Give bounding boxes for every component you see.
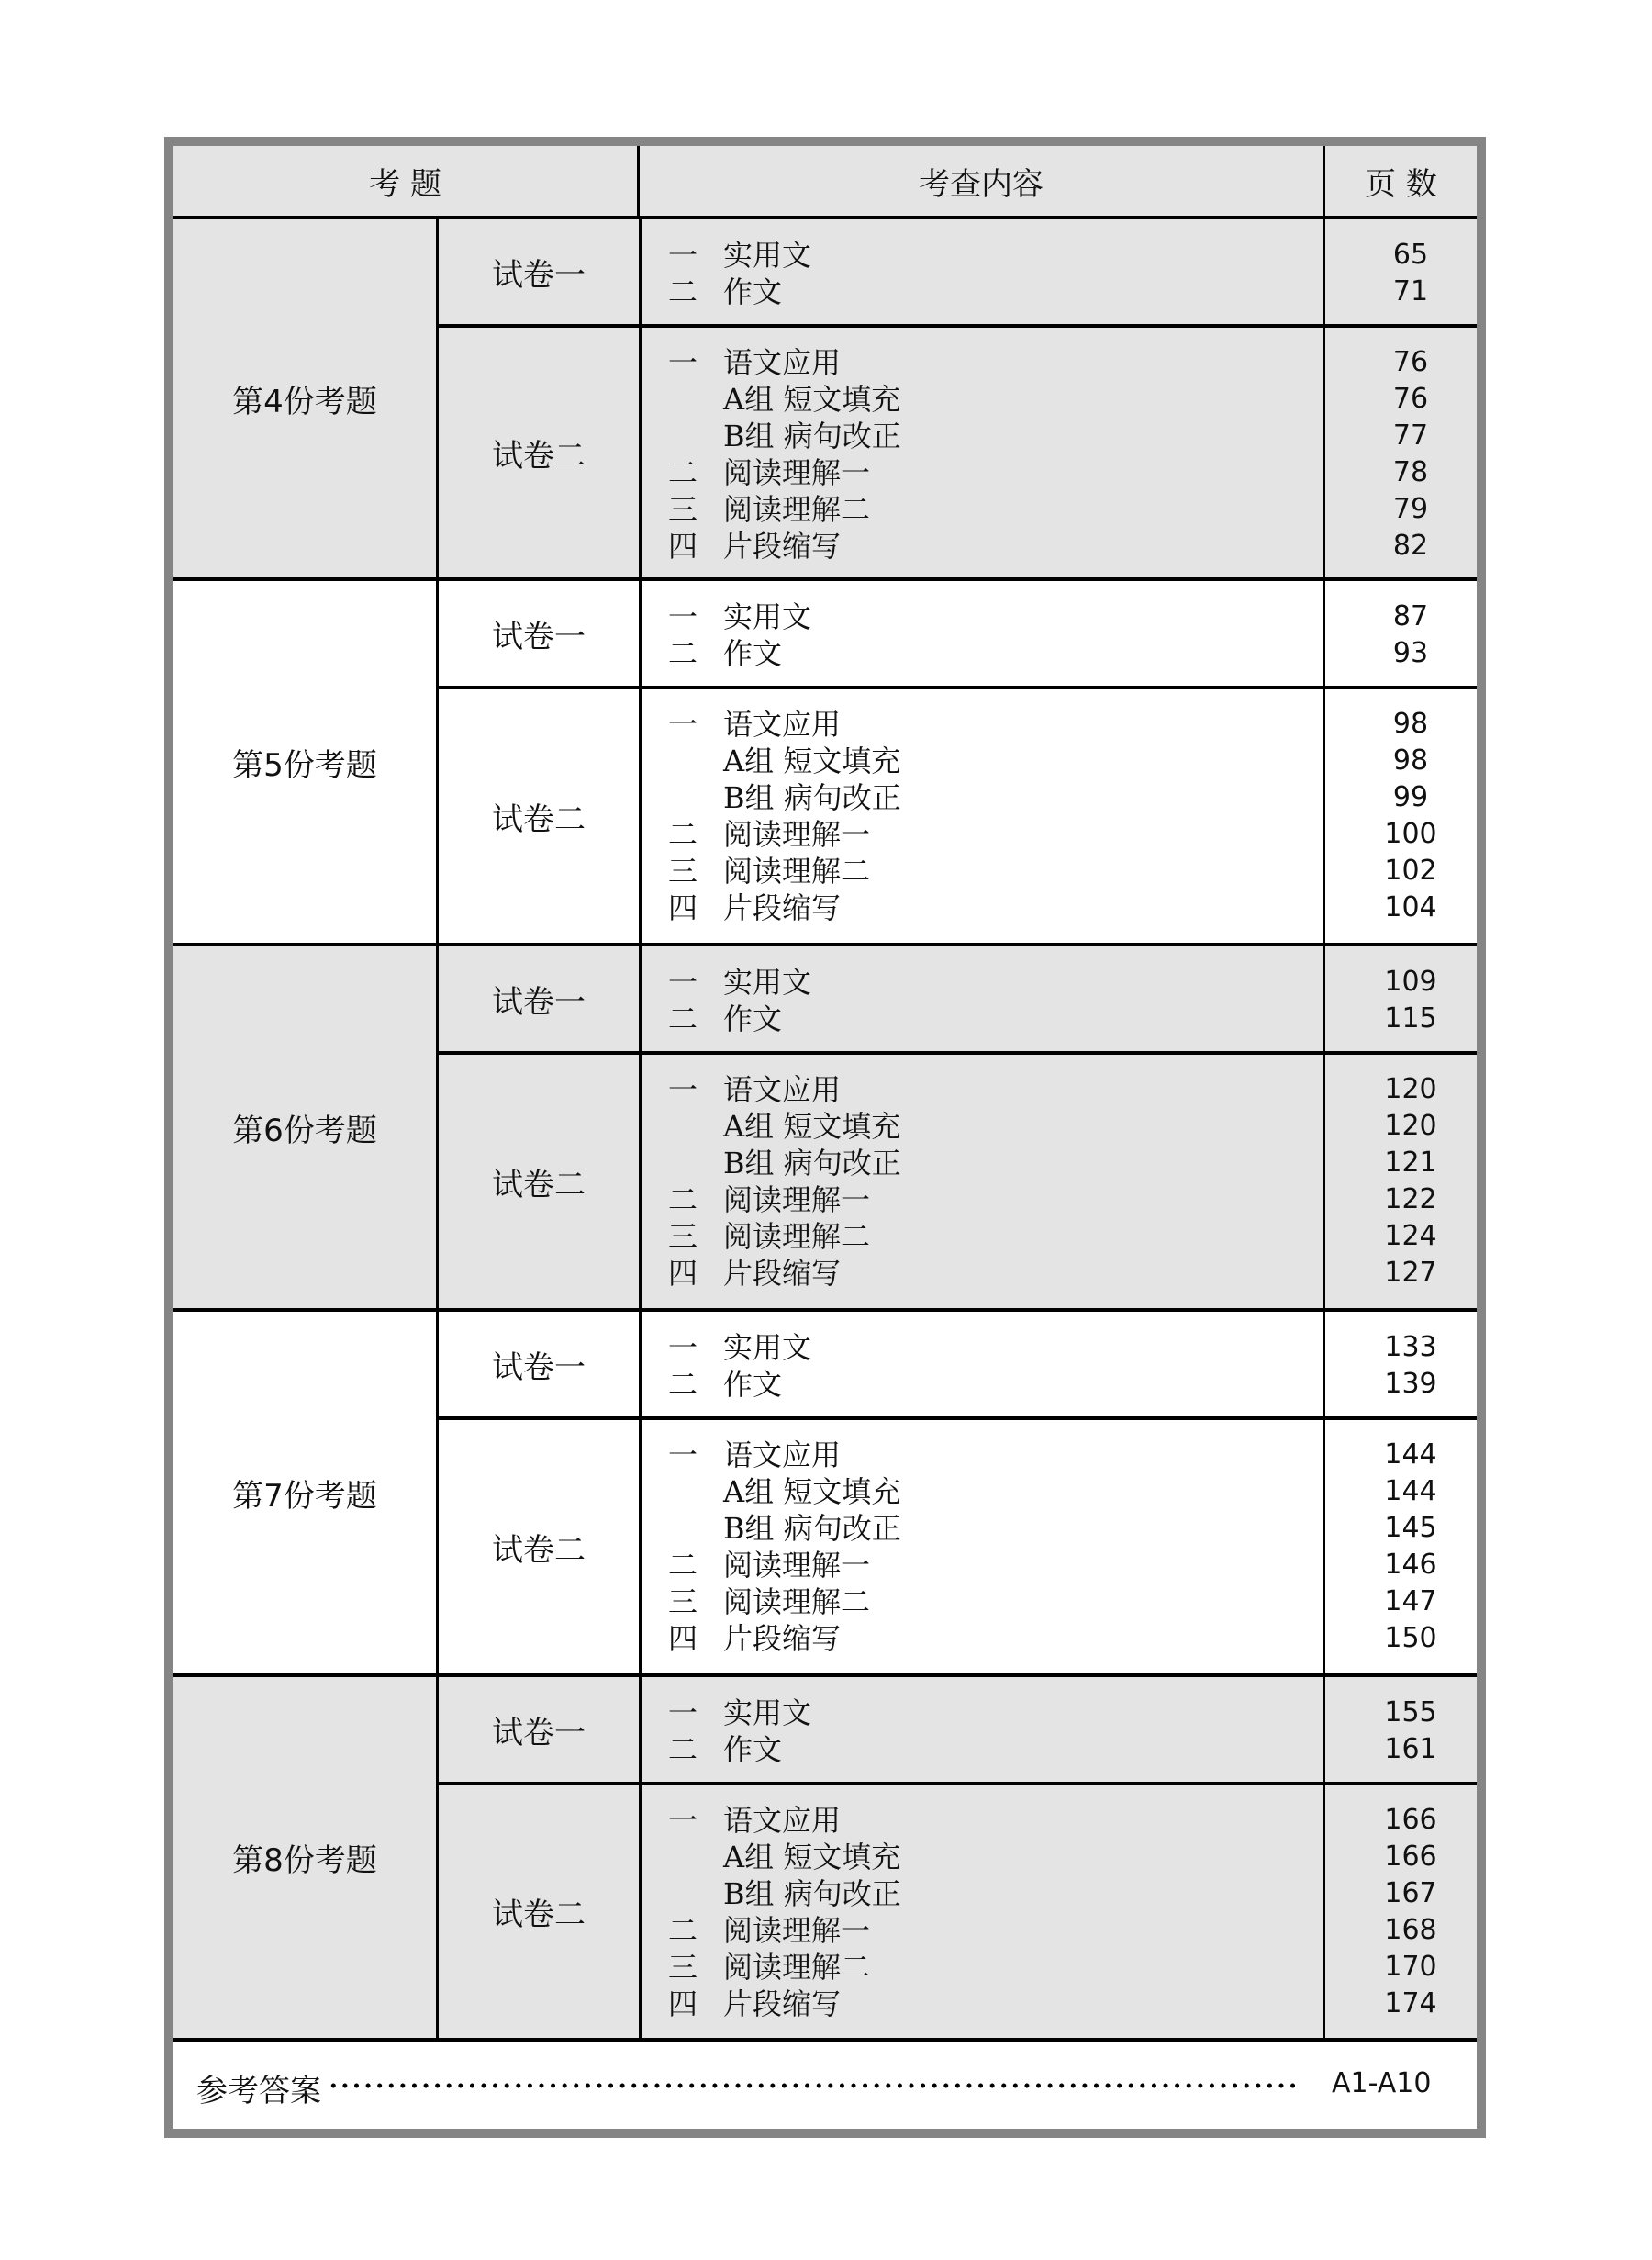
paper-label: 试卷一 — [492, 983, 586, 1021]
toc-entry[interactable] — [668, 1510, 1311, 1547]
toc-entry[interactable] — [668, 528, 1311, 565]
entry-number: 二 — [668, 1367, 698, 1402]
entry-title: B组 病句改正 — [723, 1146, 901, 1180]
paper-two-block — [439, 1055, 1477, 1308]
entry-page-number: 120 — [1384, 1110, 1437, 1142]
entry-number: 一 — [668, 1695, 698, 1730]
toc-entry[interactable] — [668, 418, 1311, 454]
entry-title: 实用文 — [723, 1695, 812, 1730]
entry-title: A组 短文填充 — [723, 1840, 901, 1874]
entry-title: 语文应用 — [723, 345, 842, 380]
toc-entry[interactable] — [668, 454, 1311, 491]
entry-number: 二 — [668, 1913, 698, 1948]
entry-page-number: 147 — [1384, 1585, 1437, 1617]
column-divider — [639, 689, 642, 943]
entry-title: 语文应用 — [723, 707, 842, 742]
toc-entry[interactable] — [668, 1255, 1311, 1292]
entry-number: 一 — [668, 1803, 698, 1838]
toc-entry[interactable] — [668, 1218, 1311, 1255]
toc-entry[interactable] — [668, 1071, 1311, 1108]
toc-entry[interactable] — [668, 1583, 1311, 1620]
entry-page-number: 166 — [1384, 1840, 1437, 1873]
entry-title: 阅读理解二 — [723, 854, 871, 889]
entry-number: 四 — [668, 1621, 698, 1656]
column-divider — [639, 581, 642, 686]
toc-entry[interactable] — [668, 889, 1311, 926]
entry-title: 阅读理解二 — [723, 1219, 871, 1254]
entry-title: 语文应用 — [723, 1803, 842, 1838]
page-list — [1325, 964, 1496, 1037]
entry-page-number: 76 — [1392, 383, 1429, 415]
entry-page-number: 144 — [1384, 1475, 1437, 1507]
answers-row[interactable] — [173, 2042, 1477, 2129]
entry-page-number: 104 — [1384, 891, 1437, 923]
entry-title: B组 病句改正 — [723, 1876, 901, 1911]
toc-entry[interactable] — [668, 1802, 1311, 1839]
entry-page-number: 99 — [1392, 781, 1429, 813]
entry-number: 三 — [668, 1219, 698, 1254]
toc-frame — [164, 137, 1486, 2138]
entry-page-number: 145 — [1384, 1512, 1437, 1544]
entry-page-number: 133 — [1384, 1331, 1437, 1363]
entry-title: B组 病句改正 — [723, 419, 901, 453]
entry-page-number: 150 — [1384, 1622, 1437, 1654]
toc-entry[interactable] — [668, 1366, 1311, 1403]
toc-entry[interactable] — [668, 635, 1311, 672]
entry-number: 四 — [668, 1256, 698, 1291]
toc-table — [173, 146, 1477, 2129]
column-divider — [639, 219, 642, 324]
toc-entry[interactable] — [668, 491, 1311, 528]
toc-entry[interactable] — [668, 1695, 1311, 1731]
toc-entry[interactable] — [668, 964, 1311, 1001]
entry-title: A组 短文填充 — [723, 1474, 901, 1509]
paper-label: 试卷一 — [492, 618, 586, 655]
table-header — [173, 146, 1477, 219]
toc-entry[interactable] — [668, 706, 1311, 743]
toc-entry[interactable] — [668, 743, 1311, 779]
entry-number: 二 — [668, 1548, 698, 1583]
page-list — [1325, 706, 1496, 926]
entry-page-number: 77 — [1392, 420, 1429, 452]
content-list — [668, 1329, 1311, 1403]
paper-label: 试卷二 — [492, 1896, 586, 1933]
entry-number: 一 — [668, 1330, 698, 1365]
entry-title: 阅读理解一 — [723, 1182, 871, 1217]
toc-entry[interactable] — [668, 1473, 1311, 1510]
toc-entry[interactable] — [668, 1547, 1311, 1583]
entry-title: 片段缩写 — [723, 890, 842, 925]
entry-page-number: 146 — [1384, 1549, 1437, 1581]
page-list — [1325, 1437, 1496, 1657]
paper-one-block — [439, 581, 1477, 689]
entry-page-number: 166 — [1384, 1804, 1437, 1836]
entry-number: 四 — [668, 890, 698, 925]
paper-two-block — [439, 689, 1477, 943]
entry-page-number: 100 — [1384, 818, 1437, 850]
entry-number: 一 — [668, 1072, 698, 1107]
entry-page-number: 167 — [1384, 1877, 1437, 1909]
entry-page-number: 168 — [1384, 1914, 1437, 1946]
entry-page-number: 122 — [1384, 1183, 1437, 1215]
entry-page-number: 102 — [1384, 855, 1437, 887]
entry-page-number: 124 — [1384, 1220, 1437, 1252]
entry-number: 三 — [668, 1584, 698, 1619]
entry-number: 二 — [668, 274, 698, 309]
header-exam: 考 题 — [369, 165, 441, 203]
entry-title: 作文 — [723, 636, 783, 671]
entry-title: 片段缩写 — [723, 1986, 842, 2021]
exam-section-title: 第6份考题 — [232, 1112, 377, 1149]
exam-section-title: 第4份考题 — [232, 383, 377, 420]
entry-number: 一 — [668, 599, 698, 634]
header-divider — [637, 146, 640, 216]
toc-entry[interactable] — [668, 237, 1311, 274]
toc-entry[interactable] — [668, 1620, 1311, 1657]
page-list — [1325, 1802, 1496, 2022]
entry-title: 阅读理解一 — [723, 1913, 871, 1948]
paper-label: 试卷二 — [492, 800, 586, 838]
toc-entry[interactable] — [668, 779, 1311, 816]
exam-section-title: 第8份考题 — [232, 1842, 377, 1879]
entry-page-number: 76 — [1392, 346, 1429, 378]
toc-entry[interactable] — [668, 1437, 1311, 1473]
entry-title: 实用文 — [723, 1330, 812, 1365]
entry-title: 作文 — [723, 1732, 783, 1767]
toc-entry[interactable] — [668, 1731, 1311, 1768]
entry-number: 一 — [668, 965, 698, 1000]
toc-entry[interactable] — [668, 1839, 1311, 1875]
entry-page-number: 78 — [1392, 456, 1429, 488]
page-list — [1325, 237, 1496, 310]
toc-entry[interactable] — [668, 1181, 1311, 1218]
entry-page-number: 71 — [1392, 275, 1429, 308]
exam-section-title: 第7份考题 — [232, 1477, 377, 1515]
paper-one-block — [439, 1677, 1477, 1785]
answers-label: 参考答案 — [196, 2073, 321, 2109]
entry-title: 阅读理解一 — [723, 455, 871, 490]
entry-page-number: 98 — [1392, 708, 1429, 740]
entry-page-number: 98 — [1392, 744, 1429, 777]
content-list — [668, 1695, 1311, 1768]
entry-title: 语文应用 — [723, 1438, 842, 1472]
paper-two-block — [439, 1420, 1477, 1673]
entry-page-number: 155 — [1384, 1696, 1437, 1729]
entry-page-number: 87 — [1392, 600, 1429, 632]
content-list — [668, 1802, 1311, 2022]
paper-label: 试卷一 — [492, 256, 586, 294]
exam-section — [173, 946, 1477, 1312]
entry-page-number: 139 — [1384, 1368, 1437, 1400]
header-content: 考查内容 — [919, 165, 1044, 203]
toc-entry[interactable] — [668, 1108, 1311, 1145]
entry-title: 片段缩写 — [723, 1256, 842, 1291]
paper-one-block — [439, 946, 1477, 1055]
entry-title: A组 短文填充 — [723, 744, 901, 778]
paper-label: 试卷一 — [492, 1714, 586, 1751]
entry-number: 一 — [668, 1438, 698, 1472]
entry-page-number: 174 — [1384, 1987, 1437, 2019]
toc-entry[interactable] — [668, 1145, 1311, 1181]
toc-entry[interactable] — [668, 381, 1311, 418]
toc-entry[interactable] — [668, 1875, 1311, 1912]
entry-number: 二 — [668, 1182, 698, 1217]
entry-number: 一 — [668, 238, 698, 273]
exam-section-title: 第5份考题 — [232, 746, 377, 784]
paper-one-block — [439, 219, 1477, 328]
toc-entry[interactable] — [668, 1001, 1311, 1037]
column-divider — [639, 1420, 642, 1673]
entry-number: 二 — [668, 817, 698, 852]
paper-label: 试卷二 — [492, 437, 586, 475]
exam-section — [173, 1312, 1477, 1677]
entry-title: 片段缩写 — [723, 529, 842, 564]
entry-title: 实用文 — [723, 599, 812, 634]
toc-entry[interactable] — [668, 1949, 1311, 1986]
entry-page-number: 109 — [1384, 966, 1437, 998]
toc-entry[interactable] — [668, 1912, 1311, 1949]
header-pages: 页 数 — [1365, 165, 1437, 203]
toc-entry[interactable] — [668, 599, 1311, 635]
column-divider — [639, 328, 642, 577]
content-list — [668, 1071, 1311, 1292]
entry-title: 实用文 — [723, 965, 812, 1000]
content-list — [668, 964, 1311, 1037]
paper-two-block — [439, 1785, 1477, 2038]
entry-title: A组 短文填充 — [723, 382, 901, 417]
toc-entry[interactable] — [668, 853, 1311, 889]
exam-section — [173, 219, 1477, 581]
entry-page-number: 121 — [1384, 1147, 1437, 1179]
paper-label: 试卷一 — [492, 1348, 586, 1386]
entry-number: 二 — [668, 455, 698, 490]
page-list — [1325, 344, 1496, 565]
entry-page-number: 144 — [1384, 1438, 1437, 1471]
exam-section — [173, 581, 1477, 946]
toc-entry[interactable] — [668, 816, 1311, 853]
exam-section — [173, 1677, 1477, 2042]
content-list — [668, 1437, 1311, 1657]
entry-page-number: 115 — [1384, 1002, 1437, 1035]
entry-number: 三 — [668, 492, 698, 527]
entry-title: 作文 — [723, 1001, 783, 1036]
entry-page-number: 93 — [1392, 637, 1429, 669]
entry-title: 阅读理解二 — [723, 1950, 871, 1985]
entry-title: 作文 — [723, 274, 783, 309]
entry-title: 作文 — [723, 1367, 783, 1402]
page-list — [1325, 599, 1496, 672]
entry-number: 二 — [668, 1001, 698, 1036]
entry-page-number: 82 — [1392, 530, 1429, 562]
toc-entry[interactable] — [668, 1986, 1311, 2022]
paper-one-block — [439, 1312, 1477, 1420]
entry-page-number: 65 — [1392, 239, 1429, 271]
content-list — [668, 599, 1311, 672]
content-list — [668, 237, 1311, 310]
paper-two-block — [439, 328, 1477, 577]
column-divider — [639, 1677, 642, 1782]
entry-number: 一 — [668, 707, 698, 742]
toc-entry[interactable] — [668, 344, 1311, 381]
entry-title: 阅读理解一 — [723, 1548, 871, 1583]
header-divider — [1323, 146, 1325, 216]
entry-number: 二 — [668, 636, 698, 671]
content-list — [668, 706, 1311, 926]
column-divider — [639, 1055, 642, 1308]
entry-page-number: 170 — [1384, 1951, 1437, 1983]
toc-entry[interactable] — [668, 274, 1311, 310]
dot-leader — [328, 2073, 1300, 2091]
entry-title: A组 短文填充 — [723, 1109, 901, 1144]
entry-number: 一 — [668, 345, 698, 380]
column-divider — [639, 1312, 642, 1416]
page-list — [1325, 1695, 1496, 1768]
entry-number: 二 — [668, 1732, 698, 1767]
entry-number: 三 — [668, 1950, 698, 1985]
entry-title: 实用文 — [723, 238, 812, 273]
entry-title: 阅读理解一 — [723, 817, 871, 852]
answers-page-range: A1-A10 — [1332, 2067, 1432, 2099]
entry-page-number: 161 — [1384, 1733, 1437, 1765]
paper-label: 试卷二 — [492, 1531, 586, 1569]
entry-page-number: 127 — [1384, 1257, 1437, 1289]
entry-title: 片段缩写 — [723, 1621, 842, 1656]
entry-title: B组 病句改正 — [723, 780, 901, 815]
column-divider — [639, 1785, 642, 2038]
entry-title: B组 病句改正 — [723, 1511, 901, 1546]
entry-number: 四 — [668, 529, 698, 564]
page-list — [1325, 1329, 1496, 1403]
page-list — [1325, 1071, 1496, 1292]
entry-number: 四 — [668, 1986, 698, 2021]
content-list — [668, 344, 1311, 565]
column-divider — [639, 946, 642, 1051]
entry-title: 阅读理解二 — [723, 492, 871, 527]
paper-label: 试卷二 — [492, 1166, 586, 1203]
entry-page-number: 120 — [1384, 1073, 1437, 1105]
entry-page-number: 79 — [1392, 493, 1429, 525]
toc-entry[interactable] — [668, 1329, 1311, 1366]
entry-number: 三 — [668, 854, 698, 889]
entry-title: 阅读理解二 — [723, 1584, 871, 1619]
entry-title: 语文应用 — [723, 1072, 842, 1107]
